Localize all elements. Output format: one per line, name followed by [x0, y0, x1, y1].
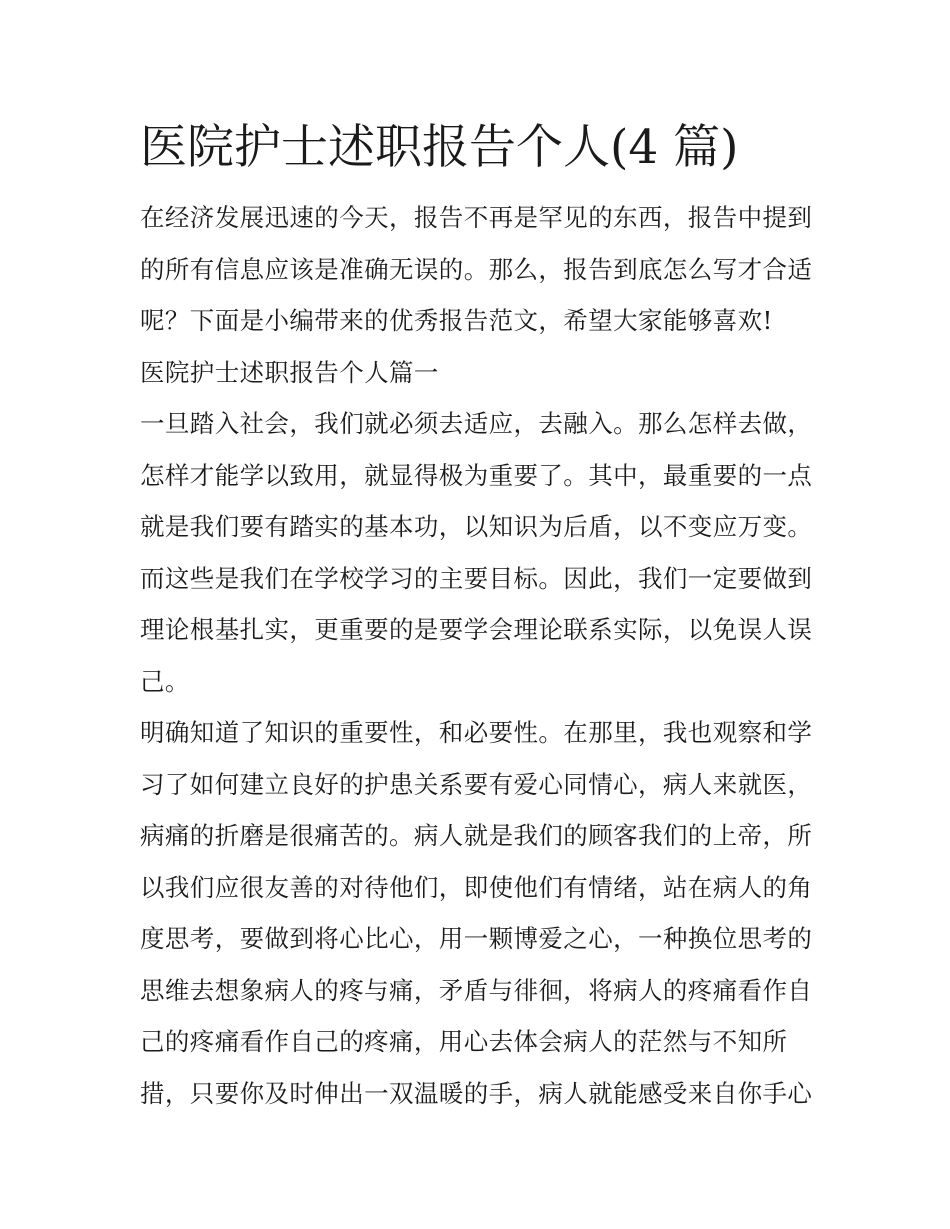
document-title: 医院护士述职报告个人(4 篇): [140, 120, 739, 175]
body-line: 明确知道了知识的重要性，和必要性。在那里，我也观察和学: [140, 718, 813, 747]
body-line: 思维去想象病人的疼与痛，矛盾与徘徊，将病人的疼痛看作自: [140, 975, 813, 1005]
document-body: [140, 192, 830, 1119]
body-line: 病痛的折磨是很痛苦的。病人就是我们的顾客我们的上帝，所: [140, 821, 813, 850]
body-line: 就是我们要有踏实的基本功，以知识为后盾，以不变应万变。: [140, 512, 813, 541]
body-line: 呢？下面是小编带来的优秀报告范文，希望大家能够喜欢!: [140, 306, 773, 335]
body-line: 己的疼痛看作自己的疼痛，用心去体会病人的茫然与不知所: [140, 1027, 788, 1056]
body-line: 习了如何建立良好的护患关系要有爱心同情心，病人来就医，: [140, 769, 813, 799]
body-line: 度思考，要做到将心比心，用一颗博爱之心，一种换位思考的: [140, 924, 813, 953]
document-page: [140, 112, 830, 1119]
body-line: 以我们应很友善的对待他们，即使他们有情绪，站在病人的角: [140, 872, 813, 902]
body-line: 措，只要你及时伸出一双温暖的手，病人就能感受来自你手心: [140, 1078, 813, 1108]
body-line: 在经济发展迅速的今天，报告不再是罕见的东西，报告中提到: [140, 203, 813, 232]
body-line: 一旦踏入社会，我们就必须去适应，去融入。那么怎样去做，: [140, 409, 813, 438]
body-line: 的所有信息应该是准确无误的。那么，报告到底怎么写才合适: [140, 254, 813, 284]
body-line: 怎样才能学以致用，就显得极为重要了。其中，最重要的一点: [140, 460, 813, 490]
body-line: 理论根基扎实，更重要的是要学会理论联系实际，以免误人误: [140, 615, 813, 644]
section-heading: 医院护士述职报告个人篇一: [140, 357, 439, 387]
body-line: 己。: [140, 666, 190, 696]
body-line: 而这些是我们在学校学习的主要目标。因此，我们一定要做到: [140, 563, 813, 593]
